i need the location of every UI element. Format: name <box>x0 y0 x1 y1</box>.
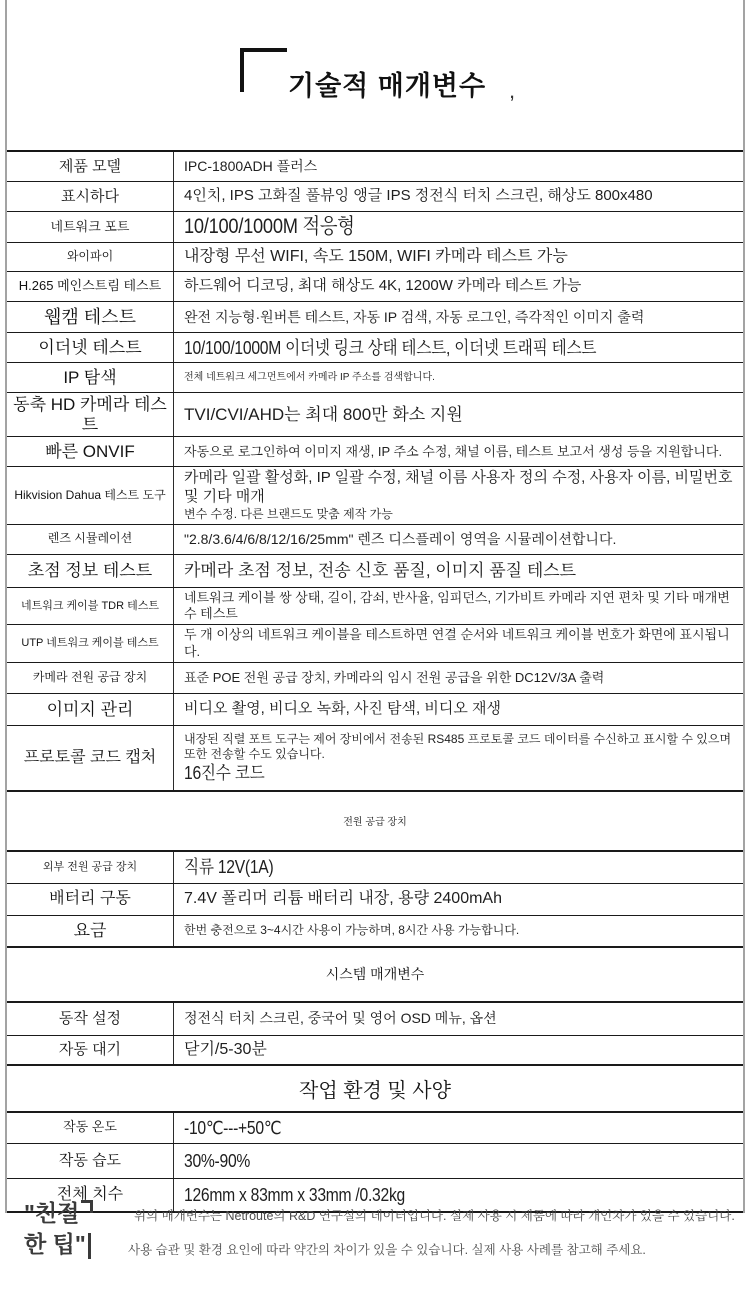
spec-value <box>174 1113 743 1143</box>
spec-value <box>174 393 743 436</box>
spec-value-text: 정전식 터치 스크린, 중국어 및 영어 OSD 메뉴, 옵션 <box>184 1010 497 1027</box>
spec-value <box>174 363 743 392</box>
spec-value-text: 카메라 초점 정보, 전송 신호 품질, 이미지 품질 테스트 <box>184 561 577 581</box>
spec-label: 네트워크 케이블 TDR 테스트 <box>7 588 174 625</box>
spec-value <box>174 726 743 790</box>
row-product-model <box>7 152 743 182</box>
spec-label: 요금 <box>7 916 174 946</box>
section-power-supply: 전원 공급 장치 <box>7 792 743 852</box>
spec-label: 빠른 ONVIF <box>7 437 174 466</box>
spec-value-text: 한번 충전으로 3~4시간 사용이 가능하며, 8시간 사용 가능합니다. <box>184 923 520 938</box>
spec-value <box>174 852 743 883</box>
row-rapid-onvif <box>7 437 743 467</box>
spec-label: 외부 전원 공급 장치 <box>7 852 174 883</box>
footer-note-2: 사용 습관 및 환경 요인에 따라 약간의 차이가 있을 수 있습니다. 실제 사용 사례를 참고해 주세요. <box>128 1243 646 1257</box>
title-comma-mark: , <box>509 78 516 103</box>
spec-label: 작동 온도 <box>7 1113 174 1143</box>
spec-value <box>174 884 743 915</box>
spec-value-text: 126mm x 83mm x 33mm /0.32kg <box>184 1184 405 1205</box>
row-operating-temperature <box>7 1113 743 1144</box>
spec-label: 와이파이 <box>7 243 174 271</box>
spec-value-text: 비디오 촬영, 비디오 녹화, 사진 탐색, 비디오 재생 <box>184 699 501 717</box>
spec-value-text: 7.4V 폴리머 리튬 배터리 내장, 용량 2400mAh <box>184 890 502 908</box>
row-ip-search <box>7 363 743 393</box>
spec-label: 제품 모델 <box>7 152 174 181</box>
footer-notes <box>120 1198 750 1258</box>
spec-label: 카메라 전원 공급 장치 <box>7 663 174 693</box>
row-image-management <box>7 694 743 726</box>
spec-value-text: 10/100/1000M 적응형 <box>184 215 355 238</box>
row-protocol-code-capture <box>7 726 743 792</box>
corner-bracket-icon <box>240 48 287 92</box>
spec-sheet <box>5 0 745 1213</box>
spec-label: 동축 HD 카메라 테스트 <box>7 393 174 436</box>
spec-label: 자동 대기 <box>7 1036 174 1064</box>
spec-value-text: 네트워크 케이블 쌍 상태, 길이, 감쇠, 반사율, 임피던스, 기가비트 카메라 지연 편차 및 기타 매개변수 테스트 <box>184 589 730 622</box>
spec-label: 이미지 관리 <box>7 694 174 725</box>
row-camera-power-supply <box>7 663 743 694</box>
spec-value <box>174 302 743 332</box>
spec-value-text: 내장된 직렬 포트 도구는 제어 장비에서 전송된 RS485 프로토콜 코드 데이터를 수신하고 표시할 수 있으며 또한 전송할 수도 있습니다. <box>184 731 732 761</box>
spec-value <box>174 1144 743 1178</box>
spec-value-text: 자동으로 로그인하여 이미지 재생, IP 주소 수정, 채널 이름, 테스트 보고서 생성 등을 지원합니다. <box>184 443 723 459</box>
spec-value-text-2: 16진수 코드 <box>184 762 265 783</box>
spec-value-text: 두 개 이상의 네트워크 케이블을 테스트하면 연결 순서와 네트워크 케이블 번호가 화면에 표시됩니다. <box>184 627 730 659</box>
spec-value <box>174 916 743 946</box>
spec-value <box>174 663 743 693</box>
spec-label: UTP 네트워크 케이블 테스트 <box>7 625 174 662</box>
tip-text-1: "친절 <box>24 1200 80 1226</box>
footer-note-1: 위의 매개변수는 Netroute의 R&D 연구실의 데이터입니다. 실제 사용 시 제품에 따라 개인차가 있을 수 있습니다. <box>134 1209 735 1223</box>
row-external-power <box>7 852 743 884</box>
tip-line-1 <box>24 1198 120 1229</box>
page-title: 기술적 매개변수 <box>288 71 487 101</box>
row-h265-mainstream-test <box>7 272 743 302</box>
spec-value <box>174 694 743 725</box>
spec-label: 표시하다 <box>7 182 174 211</box>
spec-value-text: 직류 12V(1A) <box>184 857 274 878</box>
row-lens-simulation <box>7 525 743 555</box>
spec-value-text: 카메라 일괄 활성화, IP 일괄 수정, 채널 이름 사용자 정의 수정, 사용자 이름, 비밀번호 및 기타 매개 <box>184 469 733 506</box>
spec-label: 렌즈 시뮬레이션 <box>7 525 174 554</box>
spec-value <box>174 182 743 211</box>
spec-value-text: 10/100/1000M 이더넷 링크 상태 테스트, 이더넷 트래픽 테스트 <box>184 337 597 358</box>
spec-label: Hikvision Dahua 테스트 도구 <box>7 467 174 524</box>
row-cable-tdr-test <box>7 588 743 626</box>
spec-value-text-2: 변수 수정. 다른 브랜드도 맞춤 제작 가능 <box>184 506 393 521</box>
spec-value <box>174 625 743 662</box>
row-auto-standby <box>7 1036 743 1066</box>
spec-value-text: 하드웨어 디코딩, 최대 해상도 4K, 1200W 카메라 테스트 가능 <box>184 277 582 295</box>
spec-value-text: 4인치, IPS 고화질 풀뷰잉 앵글 IPS 정전식 터치 스크린, 해상도 800x480 <box>184 187 653 205</box>
spec-value-text: "2.8/3.6/4/6/8/12/16/25mm" 렌즈 디스플레이 영역을 시뮬레이션합니다. <box>184 530 617 547</box>
spec-value <box>174 1036 743 1064</box>
spec-value <box>174 152 743 181</box>
row-charge <box>7 916 743 948</box>
spec-value <box>174 467 743 524</box>
spec-label: 전체 치수 <box>7 1179 174 1211</box>
spec-value <box>174 333 743 362</box>
row-coaxial-hd-camera-test <box>7 393 743 437</box>
spec-value <box>174 212 743 242</box>
title-block <box>7 0 743 150</box>
spec-label: 이더넷 테스트 <box>7 333 174 362</box>
section-working-environment: 작업 환경 및 사양 <box>7 1066 743 1113</box>
row-webcam-test <box>7 302 743 333</box>
spec-label: 웹캠 테스트 <box>7 302 174 332</box>
spec-label: 동작 설정 <box>7 1003 174 1035</box>
spec-value <box>174 588 743 625</box>
spec-label: 프로토콜 코드 캡처 <box>7 726 174 790</box>
spec-value <box>174 243 743 271</box>
corner-bracket-icon <box>81 1200 93 1213</box>
row-operating-humidity <box>7 1144 743 1179</box>
section-system-parameters: 시스템 매개변수 <box>7 948 743 1003</box>
row-display <box>7 182 743 212</box>
spec-value-text: 내장형 무선 WIFI, 속도 150M, WIFI 카메라 테스트 가능 <box>184 248 568 266</box>
spec-value-text: 전체 네트워크 세그먼트에서 카메라 IP 주소를 검색합니다. <box>184 371 435 383</box>
spec-value-text: 30%-90% <box>184 1150 251 1171</box>
spec-value <box>174 1003 743 1035</box>
spec-label: 초점 정보 테스트 <box>7 555 174 587</box>
friendly-tip-badge <box>0 1198 120 1260</box>
spec-value <box>174 555 743 587</box>
spec-label: 작동 습도 <box>7 1144 174 1178</box>
row-network-port <box>7 212 743 243</box>
spec-value <box>174 525 743 554</box>
row-wifi <box>7 243 743 272</box>
spec-value-text: -10℃---+50℃ <box>184 1117 282 1138</box>
row-ethernet-test <box>7 333 743 363</box>
spec-table <box>7 150 743 1213</box>
spec-value-text: TVI/CVI/AHD는 최대 800만 화소 지원 <box>184 405 463 425</box>
tip-line-2 <box>24 1229 120 1260</box>
spec-label: 네트워크 포트 <box>7 212 174 242</box>
tip-text-2: 한 팁" <box>24 1231 86 1257</box>
spec-label: IP 탐색 <box>7 363 174 392</box>
row-battery <box>7 884 743 916</box>
row-operation-settings <box>7 1003 743 1036</box>
spec-label: H.265 메인스트림 테스트 <box>7 272 174 301</box>
footer <box>0 1198 750 1260</box>
row-hikvision-dahua-tool <box>7 467 743 525</box>
row-focus-info-test <box>7 555 743 588</box>
spec-value-text: 닫기/5-30분 <box>184 1040 267 1058</box>
spec-value-text: IPC-1800ADH 플러스 <box>184 157 318 174</box>
spec-value-text: 표준 POE 전원 공급 장치, 카메라의 임시 전원 공급을 위한 DC12V/3A 출력 <box>184 669 605 685</box>
spec-value <box>174 437 743 466</box>
spec-value-text: 완전 지능형·원버튼 테스트, 자동 IP 검색, 자동 로그인, 즉각적인 이미지 출력 <box>184 308 645 325</box>
vertical-bar-icon <box>88 1233 91 1259</box>
spec-label: 배터리 구동 <box>7 884 174 915</box>
row-utp-cable-test <box>7 625 743 663</box>
spec-value <box>174 272 743 301</box>
